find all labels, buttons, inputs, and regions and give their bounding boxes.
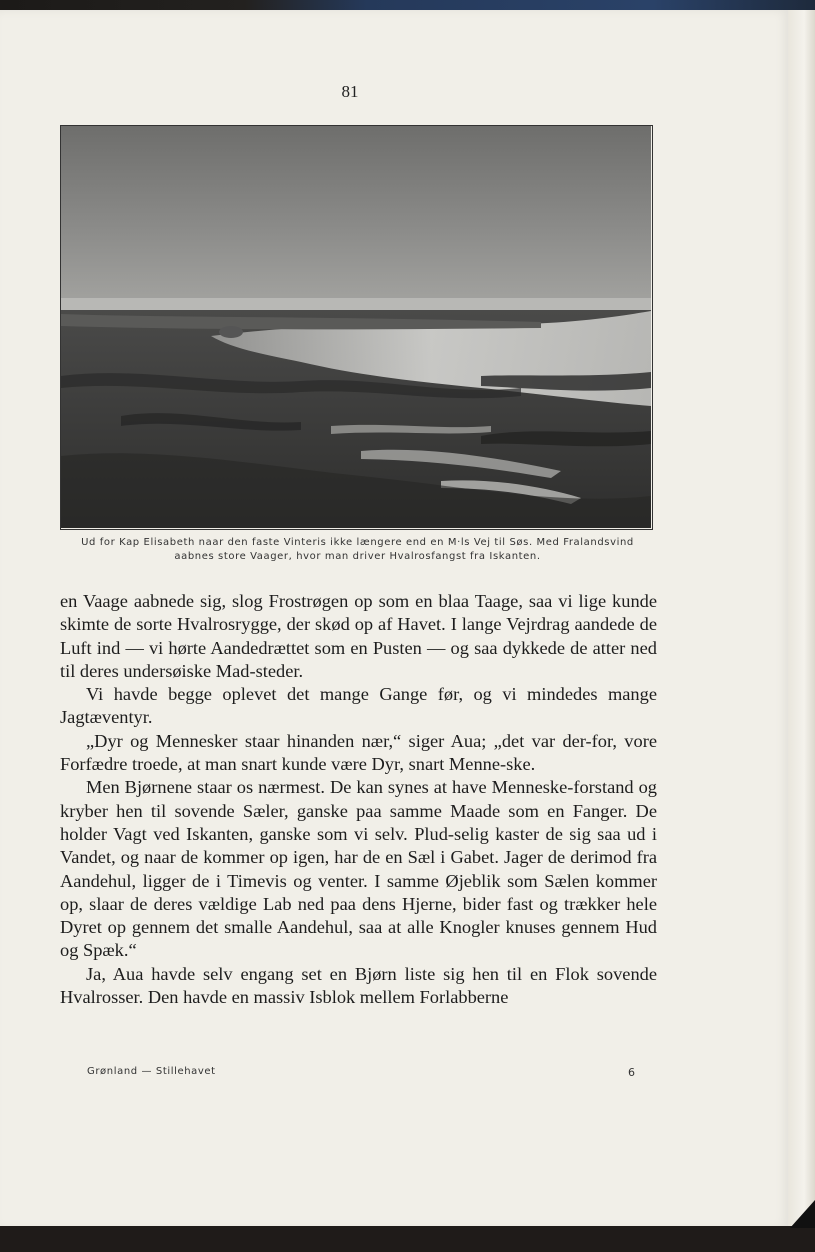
page-corner — [790, 1200, 815, 1228]
photo-caption — [55, 536, 660, 564]
footer-title: Grønland — Stillehavet — [87, 1066, 216, 1077]
photograph — [60, 125, 653, 530]
page-stack-edge — [788, 10, 815, 1228]
paragraph-3: „Dyr og Mennesker staar hinanden nær,“ siger Aua; „det var der-for, vore Forfædre troede, at man snart kunde være Dyr, snart Menne-ske. — [60, 730, 657, 775]
caption-line-1: Ud for Kap Elisabeth naar den faste Vinteris ikke længere end en M·ls Vej til Søs. Med Fralandsvind — [81, 537, 634, 548]
signature-mark: 6 — [628, 1066, 635, 1079]
paragraph-4: Men Bjørnene staar os nærmest. De kan synes at have Menneske-forstand og kryber hen til sovende Sæler, ganske paa samme Maade som en Fanger. De holder Vagt ved Iskanten, ganske som vi selv. Plud-selig kaster de sig saa ud i Vandet, og naar de kommer op igen, har de en Sæl i Gabet. Jager de derimod fra Aandehul, ligger de i Timevis og venter. I samme Øjeblik som Sælen kommer op, slaar de deres vældige Lab ned paa dens Hjerne, bider fast og trækker hele Dyret op gennem det smalle Aandehul, saa at alle Knogler knuses gennem Hud og Spæk.“ — [60, 777, 657, 961]
book-bottom-edge — [0, 1226, 815, 1252]
paragraph-2: Vi havde begge oplevet det mange Gange før, og vi mindedes mange Jagtæventyr. — [60, 684, 657, 728]
body-text — [60, 590, 657, 1009]
photograph-icon — [61, 126, 651, 528]
paragraph-1: en Vaage aabnede sig, slog Frostrøgen op som en blaa Taage, saa vi lige kunde skimte de sorte Hvalrosrygge, der skød op af Havet. I lange Vejrdrag aandede de Luft ind — vi hørte Aandedrættet som en Pusten — og saa dykkede de atter ned til deres undersøiske Mad-steder. — [60, 591, 657, 681]
page-number: 81 — [341, 82, 359, 101]
caption-line-2: aabnes store Vaager, hvor man driver Hvalrosfangst fra Iskanten. — [174, 551, 541, 562]
paragraph-5: Ja, Aua havde selv engang set en Bjørn liste sig hen til en Flok sovende Hvalrosser. Den havde en massiv Isblok mellem Forlabberne — [60, 963, 657, 1008]
